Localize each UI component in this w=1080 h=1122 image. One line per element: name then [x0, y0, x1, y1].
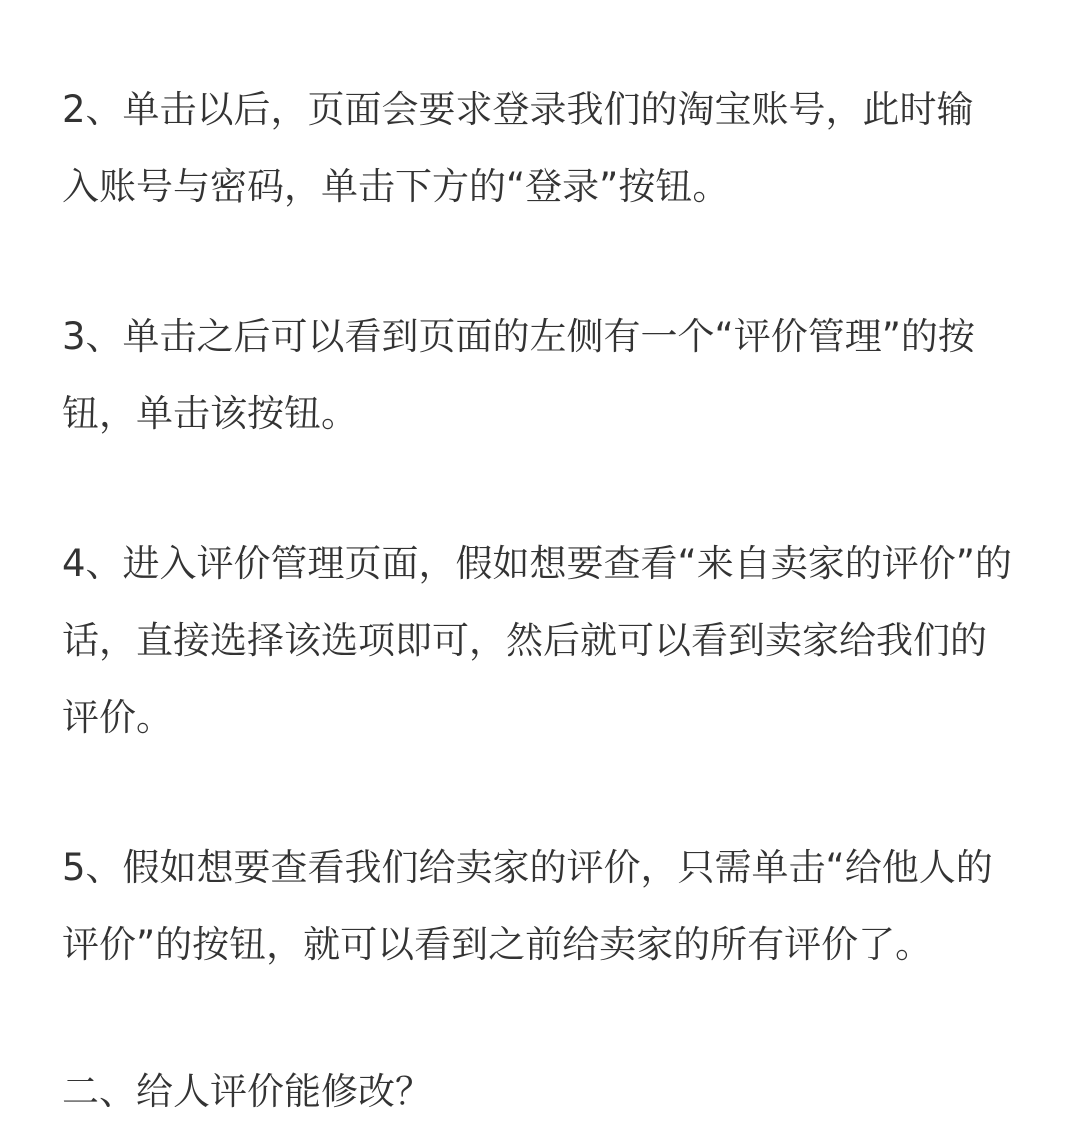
step-2-line-1: 2、单击以后，页面会要求登录我们的淘宝账号，此时输 — [62, 88, 974, 131]
step-4-line-1: 4、进入评价管理页面，假如想要查看“来自卖家的评价”的 — [62, 542, 1012, 585]
next-section-heading-partial: 二、给人评价能修改？ — [62, 1070, 432, 1113]
step-4-line-2: 话，直接选择该选项即可，然后就可以看到卖家给我们的 — [62, 619, 987, 662]
step-4-line-3: 评价。 — [62, 696, 173, 739]
step-5-line-2: 评价”的按钮，就可以看到之前给卖家的所有评价了。 — [62, 923, 933, 966]
step-2-line-2: 入账号与密码，单击下方的“登录”按钮。 — [62, 165, 730, 208]
step-5-line-1: 5、假如想要查看我们给卖家的评价，只需单击“给他人的 — [62, 846, 993, 889]
step-3-line-2: 钮，单击该按钮。 — [62, 392, 358, 435]
step-3-line-1: 3、单击之后可以看到页面的左侧有一个“评价管理”的按 — [62, 315, 975, 358]
